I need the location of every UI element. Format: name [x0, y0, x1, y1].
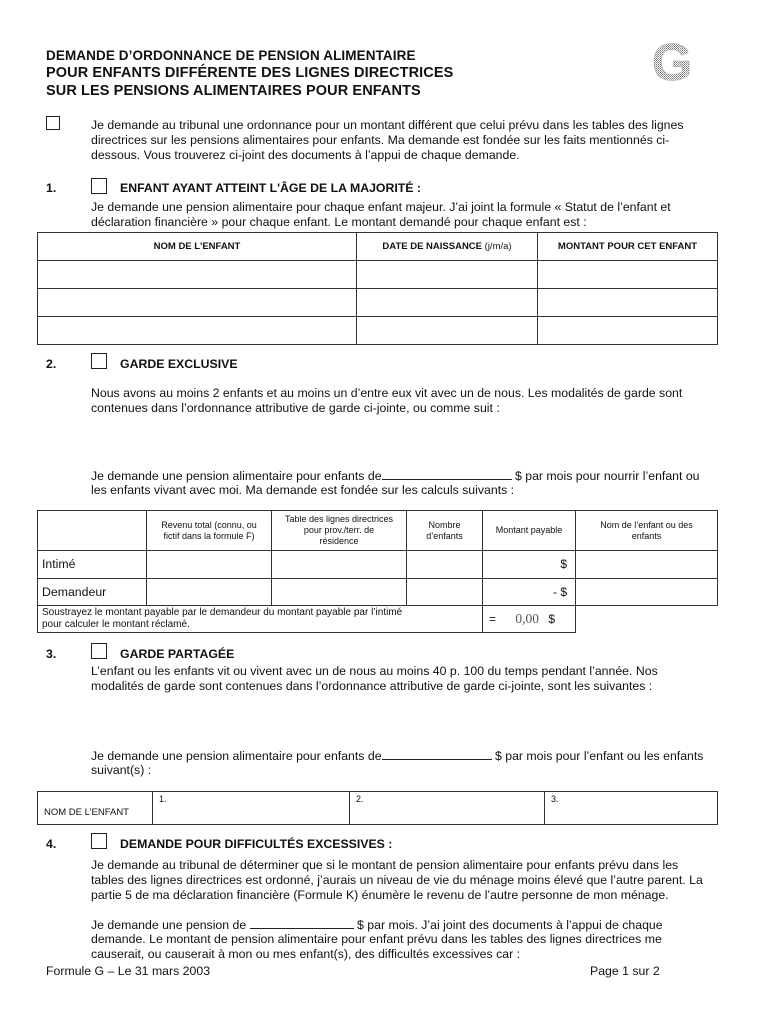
- dob-cell[interactable]: [357, 261, 538, 289]
- payable-cell[interactable]: $: [483, 551, 576, 579]
- section-2-heading: GARDE EXCLUSIVE: [120, 357, 238, 371]
- section-1-text-2: déclaration financière » pour chaque enfant. Le montant demandé pour chaque enfant est :: [91, 215, 587, 229]
- sole-custody-calc-table: [37, 510, 718, 633]
- form-letter-logo: [632, 40, 712, 85]
- shared-custody-children-table: [37, 791, 718, 825]
- claimed-amount-cell[interactable]: = 0,00 $: [483, 606, 576, 633]
- section-4-request-line-3: causerait, ou causerait à mon ou mes enfant(s), des difficultés excessives car :: [91, 947, 520, 961]
- section-1-checkbox[interactable]: [91, 178, 107, 194]
- table-row: [38, 261, 718, 289]
- child-3-cell[interactable]: 3.: [545, 792, 718, 825]
- col-child-name: NOM DE L'ENFANT: [38, 233, 357, 261]
- section-4-request-line-2: demande. Le montant de pension alimentaire pour enfant prévu dans les tables des lignes directrices me: [91, 932, 662, 946]
- intro-text-2: directrices sur les pensions alimentaires pour enfants. Ma demande est fondée sur les faits mentionnés ci-: [91, 133, 670, 147]
- col-number-of-children: Nombre d’enfants: [407, 511, 483, 551]
- income-cell[interactable]: [147, 551, 272, 579]
- child-name-cell[interactable]: [38, 289, 357, 317]
- amount-cell[interactable]: [538, 261, 718, 289]
- form-title-line-2: POUR ENFANTS DIFFÉRENTE DES LIGNES DIRECTRICES: [46, 65, 454, 81]
- table-cell[interactable]: [272, 579, 407, 606]
- col-child-name-label: NOM DE L’ENFANT: [38, 792, 153, 825]
- section-3-checkbox[interactable]: [91, 643, 107, 659]
- section-2-checkbox[interactable]: [91, 353, 107, 369]
- dob-cell[interactable]: [357, 317, 538, 345]
- section-4-number: 4.: [46, 837, 57, 851]
- form-footer-id: Formule G – Le 31 mars 2003: [46, 964, 211, 978]
- child-1-cell[interactable]: 1.: [153, 792, 350, 825]
- table-cell[interactable]: [272, 551, 407, 579]
- col-guidelines-table: Table des lignes directrices pour prov./terr. de résidence: [272, 511, 407, 551]
- section-1-heading: ENFANT AYANT ATTEINT L'ÂGE DE LA MAJORITÉ :: [120, 181, 422, 195]
- blank-corner: [38, 511, 147, 551]
- section-2-request-line-2: les enfants vivant avec moi. Ma demande est fondée sur les calculs suivants :: [91, 483, 515, 497]
- section-3-amount-blank[interactable]: [382, 748, 492, 760]
- subtract-instruction: Soustrayez le montant payable par le demandeur du montant payable par l’intimé pour calculer le montant réclamé.: [38, 606, 483, 633]
- page-number: Page 1 sur 2: [590, 964, 660, 978]
- section-2-text-1: Nous avons au moins 2 enfants et au moins un d’entre eux vit avec un de nous. Les modalités de garde sont: [91, 386, 683, 400]
- section-4-request-line-1: Je demande une pension de $ par mois. J’ai joint des documents à l’appui de chaque: [91, 918, 663, 932]
- row-respondent-label: Intimé: [38, 551, 147, 579]
- col-amount-per-child: MONTANT POUR CET ENFANT: [538, 233, 718, 261]
- section-3-text-2: modalités de garde sont contenues dans l’ordonnance attributive de garde ci-jointe, sont les suivantes :: [91, 679, 653, 693]
- form-title-line-3: SUR LES PENSIONS ALIMENTAIRES POUR ENFANTS: [46, 83, 421, 99]
- section-4-text-3: partie 5 de ma déclaration financière (Formule K) énumère le revenu de l’autre personne de mon ménage.: [91, 888, 669, 902]
- col-children-names: Nom de l’enfant ou des enfants: [576, 511, 718, 551]
- section-4-checkbox[interactable]: [91, 833, 107, 849]
- section-2-request-line-1: Je demande une pension alimentaire pour enfants de $ par mois pour nourrir l’enfant ou: [91, 469, 700, 483]
- adult-children-table: [37, 232, 718, 345]
- table-row: [38, 551, 718, 579]
- table-row: [38, 289, 718, 317]
- col-amount-payable: Montant payable: [483, 511, 576, 551]
- intro-text-3: dessous. Vous trouverez ci-joint des documents à l’appui de chaque demande.: [91, 148, 520, 162]
- section-3-number: 3.: [46, 647, 57, 661]
- col-date-of-birth: DATE DE NAISSANCE (j/m/a): [357, 233, 538, 261]
- children-count-cell[interactable]: [407, 551, 483, 579]
- section-2-text-2: contenues dans l’ordonnance attributive de garde ci-jointe, ou comme suit :: [91, 401, 500, 415]
- table-row: [38, 579, 718, 606]
- intro-text-1: Je demande au tribunal une ordonnance pour un montant différent que celui prévu dans les tables des lignes: [91, 118, 684, 132]
- child-2-cell[interactable]: 2.: [350, 792, 545, 825]
- claimed-total-value: 0,00: [515, 611, 539, 626]
- section-3-request-line-1: Je demande une pension alimentaire pour enfants de $ par mois pour l’enfant ou les enfants: [91, 749, 704, 763]
- table-row: [38, 317, 718, 345]
- children-count-cell[interactable]: [407, 579, 483, 606]
- section-3-request-line-2: suivant(s) :: [91, 763, 152, 777]
- intro-checkbox[interactable]: [46, 116, 60, 130]
- child-name-cell[interactable]: [38, 317, 357, 345]
- row-applicant-label: Demandeur: [38, 579, 147, 606]
- children-names-cell[interactable]: [576, 579, 718, 606]
- section-2-amount-blank[interactable]: [382, 468, 512, 480]
- section-1-text-1: Je demande une pension alimentaire pour chaque enfant majeur. J’ai joint la formule « Statut de l’enfant et: [91, 200, 671, 214]
- income-cell[interactable]: [147, 579, 272, 606]
- empty-cell: [576, 606, 718, 633]
- dob-cell[interactable]: [357, 289, 538, 317]
- logo-letter: G: [651, 40, 693, 85]
- section-4-text-2: tables des lignes directrices est ordonné, j’aurais un niveau de vie du ménage moins élevé que l’autre parent. La: [91, 873, 703, 887]
- section-3-heading: GARDE PARTAGÉE: [120, 647, 235, 661]
- payable-cell[interactable]: - $: [483, 579, 576, 606]
- section-2-number: 2.: [46, 357, 57, 371]
- child-name-cell[interactable]: [38, 261, 357, 289]
- section-4-heading: DEMANDE POUR DIFFICULTÉS EXCESSIVES :: [120, 837, 393, 851]
- section-4-amount-blank[interactable]: [250, 917, 354, 929]
- section-4-text-1: Je demande au tribunal de déterminer que si le montant de pension alimentaire pour enfants prévu dans les: [91, 858, 679, 872]
- amount-cell[interactable]: [538, 317, 718, 345]
- section-3-text-1: L’enfant ou les enfants vit ou vivent avec un de nous au moins 40 p. 100 du temps pendant l’année. Nos: [91, 664, 658, 678]
- section-1-number: 1.: [46, 181, 57, 195]
- form-title-line-1: DEMANDE D’ORDONNANCE DE PENSION ALIMENTAIRE: [46, 48, 416, 63]
- amount-cell[interactable]: [538, 289, 718, 317]
- col-total-income: Revenu total (connu, ou fictif dans la formule F): [147, 511, 272, 551]
- children-names-cell[interactable]: [576, 551, 718, 579]
